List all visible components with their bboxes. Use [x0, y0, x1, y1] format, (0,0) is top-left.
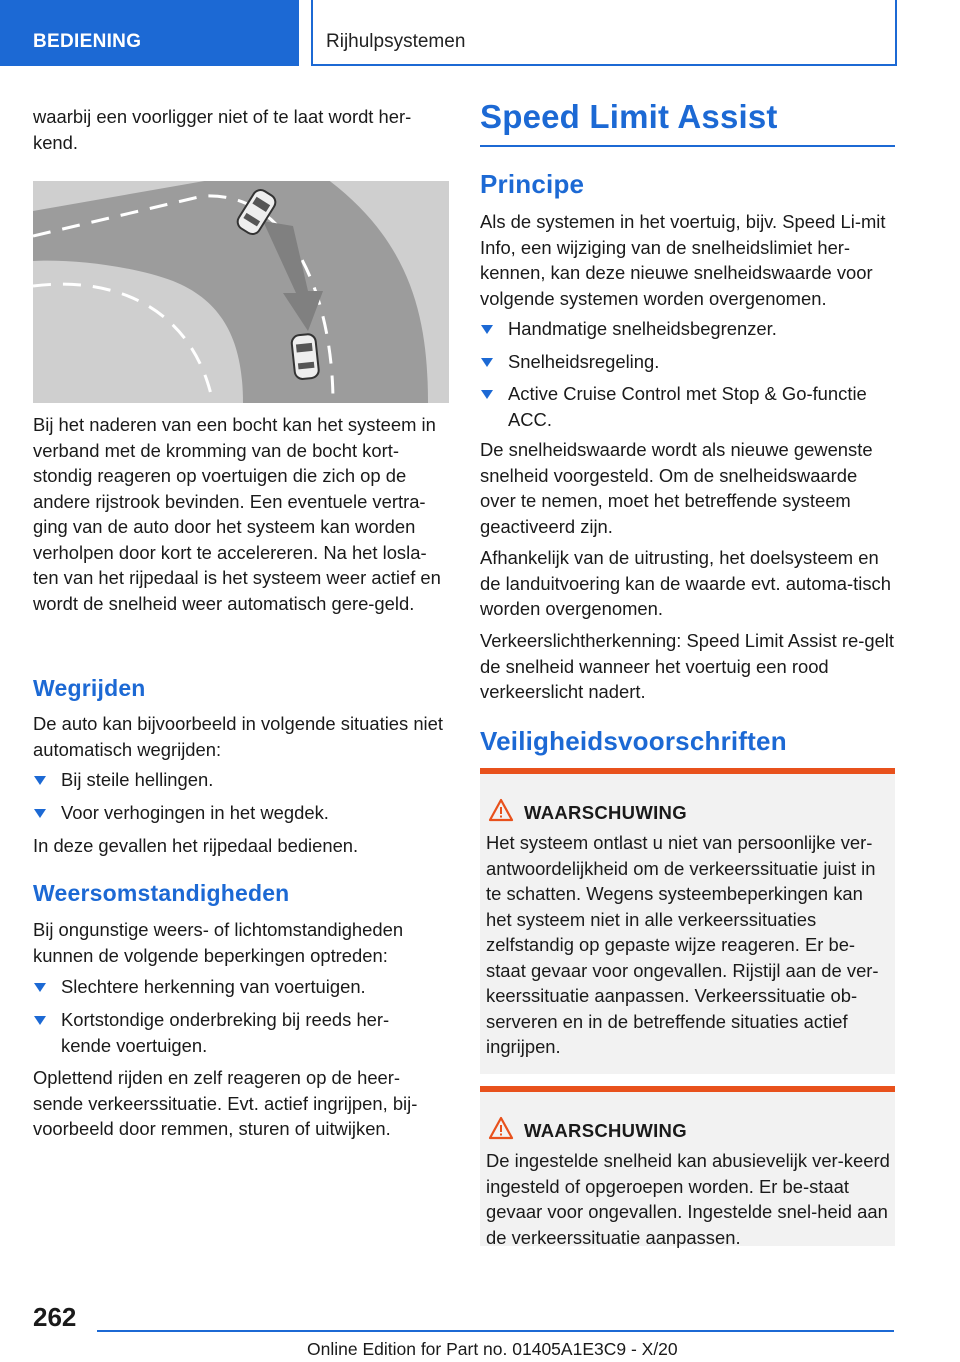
list-item: Kortstondige onderbreking bij reeds her-kende voertuigen.: [33, 1007, 421, 1058]
section-label: BEDIENING: [33, 31, 142, 52]
wegrijden-after: In deze gevallen het rijpedaal bedienen.: [33, 835, 359, 856]
list-item: Voor verhogingen in het wegdek.: [33, 800, 449, 826]
curve-illustration: [33, 181, 449, 403]
warning-title: WAARSCHUWING: [524, 1120, 687, 1141]
warning-triangle-icon: [488, 798, 514, 822]
title-rule: [480, 145, 895, 147]
list-item: Bij steile hellingen.: [33, 767, 449, 793]
car-own: [291, 333, 319, 379]
warning-text: Het systeem ontlast u niet van persoonlijke ver-antwoordelijkheid om de verkeerssituatie juist in te schatten. Wegens systeembeperkingen kan het systeem niet in alle verkeerssituaties zelfstandig op gepaste wijze reageren. Er be-staat gevaar voor ongevallen. Rijstijl aan de ver-keerssituatie aanpassen. Verkeerssituatie ob-serveren en in de betreffende situaties actief ingrijpen.: [486, 832, 879, 1057]
wegrijden-text: De auto kan bijvoorbeeld in volgende situaties niet automatisch wegrijden:: [33, 713, 443, 760]
page-number: 262: [33, 1302, 77, 1332]
footer-edition: Online Edition for Part no. 01405A1E3C9 - X/20: [307, 1339, 678, 1359]
list-item: Slechtere herkenning van voertuigen.: [33, 974, 449, 1000]
section-tab: [0, 0, 299, 66]
principe-p1: De snelheidswaarde wordt als nieuwe gewenste snelheid voorgesteld. Om de snelheidswaarde over te nemen, moet het betreffende systeem geactiveerd zijn.: [480, 439, 873, 537]
principe-text: Als de systemen in het voertuig, bijv. Speed Li-mit Info, een wijziging van de snelheidslimiet her-kennen, kan deze nieuwe snelheidswaarde voor volgende systemen worden overgenomen.: [480, 211, 886, 309]
list-item: Snelheidsregeling.: [480, 349, 895, 375]
heading-veiligheid: Veiligheidsvoorschriften: [480, 726, 787, 756]
principe-p2: Afhankelijk van de uitrusting, het doelsysteem en de landuitvoering kan de waarde evt. automa-tisch worden overgenomen.: [480, 547, 891, 619]
heading-wegrijden: Wegrijden: [33, 675, 146, 701]
warning-title: WAARSCHUWING: [524, 802, 687, 823]
list-item: Handmatige snelheidsbegrenzer.: [480, 316, 895, 342]
warning-box: [480, 768, 895, 1074]
section-title: Speed Limit Assist: [480, 98, 778, 135]
footer-rule: [97, 1330, 894, 1332]
curve-text: Bij het naderen van een bocht kan het systeem in verband met de kromming van de bocht kort-stondig reageren op voertuigen die zich op de andere rijstrook bevinden. Een eventuele vertra-ging van de auto door het systeem kan worden verholpen door kort te accelereren. Na het losla-ten van het rijpedaal is het systeem weer actief en wordt de snelheid weer automatisch gere-geld.: [33, 414, 441, 614]
weers-after: Oplettend rijden en zelf reageren op de heer-sende verkeerssituatie. Evt. actief ingrijpen, bij-voorbeeld door remmen, sturen of uitwijken.: [33, 1067, 418, 1139]
chapter-header: [311, 0, 897, 66]
principe-p3: Verkeerslichtherkenning: Speed Limit Assist re-gelt de snelheid wanneer het voertuig een rood verkeerslicht nadert.: [480, 630, 894, 702]
list-item: Active Cruise Control met Stop & Go-functie ACC.: [480, 381, 895, 432]
weers-text: Bij ongunstige weers- of lichtomstandigheden kunnen de volgende beperkingen optreden:: [33, 919, 404, 966]
warning-box: [480, 1086, 895, 1246]
warning-triangle-icon: [488, 1116, 514, 1140]
heading-weersomstandigheden: Weersomstandigheden: [33, 880, 290, 906]
chapter-label: Rijhulpsystemen: [326, 31, 466, 52]
heading-principe: Principe: [480, 169, 585, 199]
intro-text: waarbij een voorligger niet of te laat wordt her- kend.: [33, 106, 412, 153]
warning-text: De ingestelde snelheid kan abusievelijk ver-keerd ingesteld of opgeroepen worden. Er be-staat gevaar voor ongevallen. Ingestelde snel-heid aan de verkeerssituatie aanpassen.: [486, 1150, 890, 1248]
